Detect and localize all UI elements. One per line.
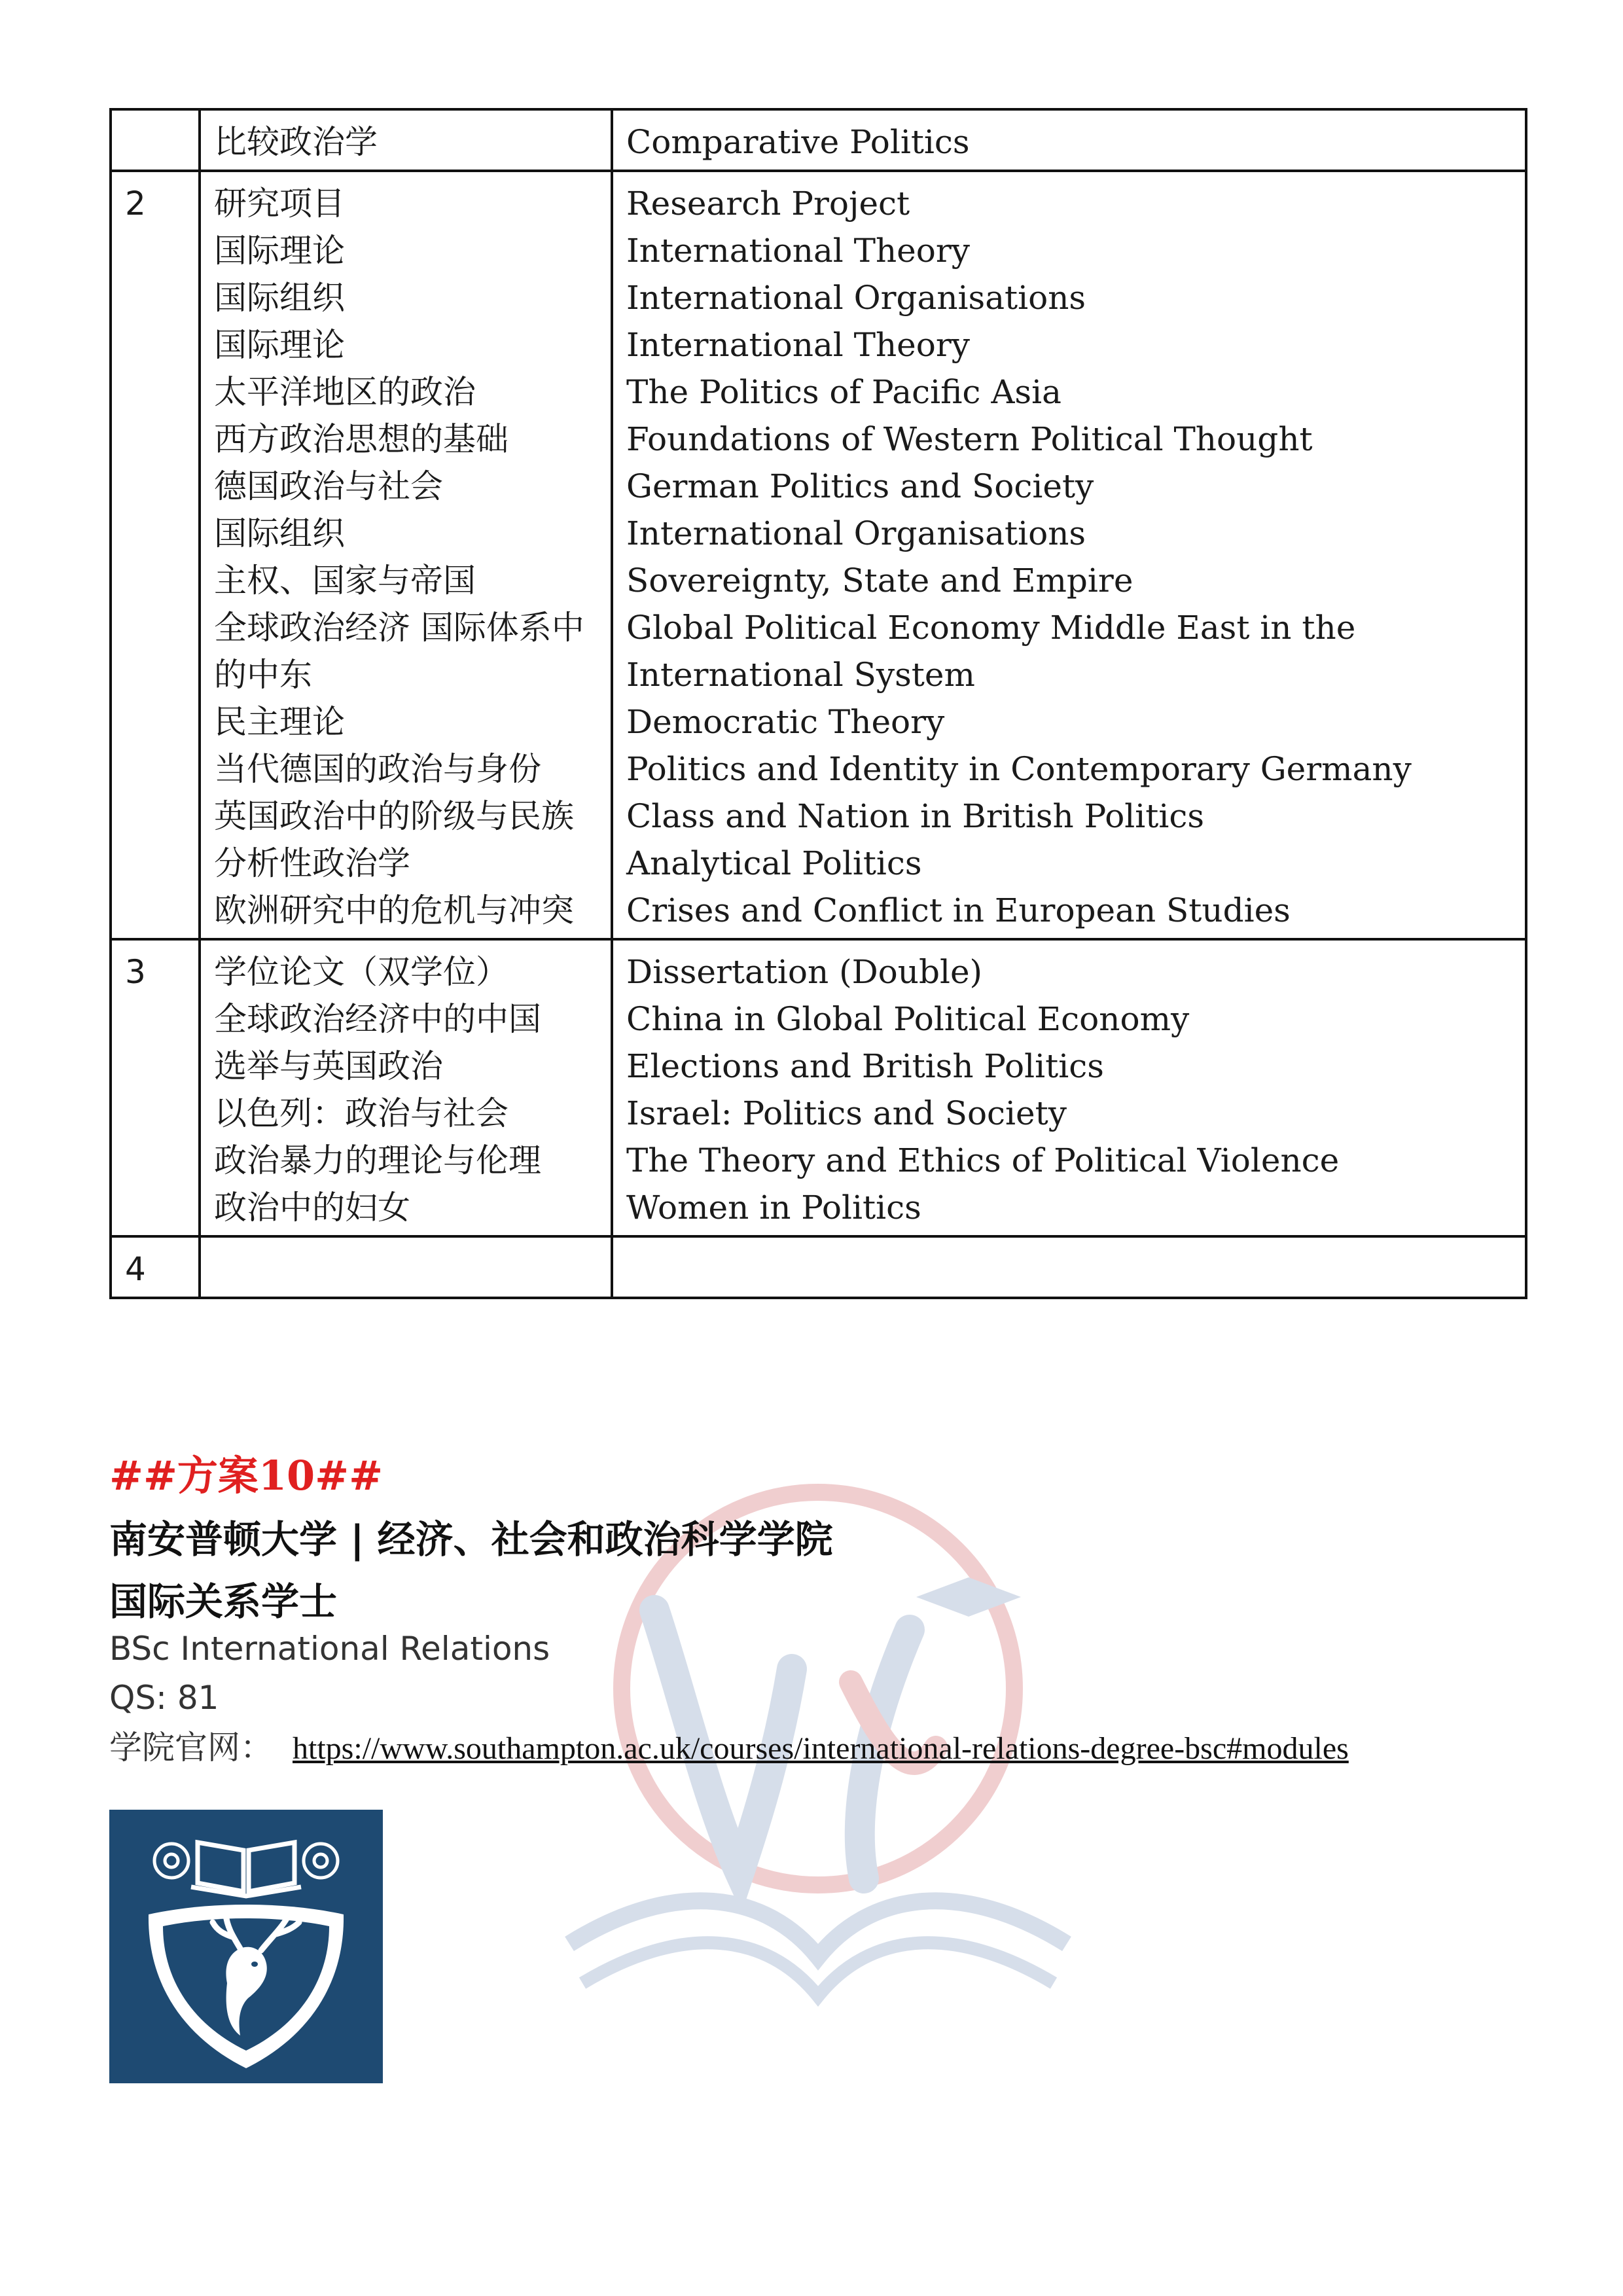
module-name-zh: 主权、国家与帝国 [214,562,476,600]
year-cell: 3 [111,939,200,1236]
module-zh-cell [200,171,612,939]
year-cell: 2 [111,171,200,939]
module-name-zh: 太平洋地区的政治 [214,373,476,411]
module-name-en: Politics and Identity in Contemporary Germany [626,750,1412,788]
module-name-zh: 研究项目 [214,185,345,223]
module-name-zh: 学位论文（双学位） [214,953,508,991]
table-row [111,939,1526,1236]
degree-title-en: BSc International Relations [109,1630,550,1668]
module-name-en: Democratic Theory [626,703,945,741]
university-title: 南安普顿大学 | 经济、社会和政治科学学院 [109,1517,833,1562]
module-en-cell [612,939,1526,1236]
module-name-zh: 的中东 [214,656,312,694]
module-name-en: Class and Nation in British Politics [626,797,1205,835]
module-name-en: Analytical Politics [626,844,922,882]
module-name-en: China in Global Political Economy [626,1000,1190,1038]
module-en-cell [612,109,1526,171]
module-name-en: Comparative Politics [626,123,970,161]
module-name-en: German Politics and Society [626,467,1094,505]
module-name-zh: 当代德国的政治与身份 [214,750,541,788]
module-name-en: Elections and British Politics [626,1047,1104,1085]
module-name-zh: 选举与英国政治 [214,1047,443,1085]
degree-title-zh: 国际关系学士 [109,1579,338,1624]
module-name-en: Crises and Conflict in European Studies [626,891,1291,929]
website-link[interactable]: https://www.southampton.ac.uk/courses/international-relations-degree-bsc#modules [293,1731,1349,1766]
module-name-zh: 全球政治经济中的中国 [214,1000,541,1038]
module-zh-cell [200,109,612,171]
module-name-en: Research Project [626,185,910,223]
module-name-en: Israel: Politics and Society [626,1094,1067,1132]
module-name-zh: 德国政治与社会 [214,467,443,505]
website-line [109,1721,1349,1768]
module-name-en: International System [626,656,975,694]
plan-label: ##方案10## [109,1452,383,1499]
year-cell: 4 [111,1236,200,1298]
table-row [111,109,1526,171]
qs-ranking: QS: 81 [109,1679,219,1717]
module-name-en: International Theory [626,232,971,270]
module-zh-cell [200,939,612,1236]
module-name-zh: 英国政治中的阶级与民族 [214,797,574,835]
module-zh-cell [200,1236,612,1298]
module-name-en: Women in Politics [626,1189,921,1227]
module-name-en: Foundations of Western Political Thought [626,420,1313,458]
module-name-zh: 分析性政治学 [214,844,410,882]
module-name-zh: 国际组织 [214,514,345,552]
module-name-zh: 国际理论 [214,232,345,270]
university-crest-icon [109,1810,383,2083]
table-row [111,171,1526,939]
module-name-zh: 政治中的妇女 [214,1189,410,1227]
module-name-en: The Theory and Ethics of Political Violence [626,1141,1340,1179]
module-name-en: Global Political Economy Middle East in the [626,609,1356,647]
module-name-en: International Organisations [626,279,1086,317]
module-name-zh: 国际理论 [214,326,345,364]
module-name-en: International Theory [626,326,971,364]
table-row [111,1236,1526,1298]
module-name-en: International Organisations [626,514,1086,552]
year-cell [111,109,200,171]
module-name-zh: 比较政治学 [214,123,378,161]
module-name-en: The Politics of Pacific Asia [626,373,1061,411]
website-label: 学院官网： [109,1729,273,1767]
module-name-zh: 全球政治经济 国际体系中 [214,609,584,647]
module-name-zh: 政治暴力的理论与伦理 [214,1141,541,1179]
module-name-zh: 欧洲研究中的危机与冲突 [214,891,574,929]
module-name-en: Dissertation (Double) [626,953,983,991]
module-name-en: Sovereignty, State and Empire [626,562,1133,600]
module-name-zh: 国际组织 [214,279,345,317]
module-en-cell [612,171,1526,939]
module-name-zh: 民主理论 [214,703,345,741]
module-name-zh: 以色列：政治与社会 [214,1094,508,1132]
module-name-zh: 西方政治思想的基础 [214,420,508,458]
module-en-cell [612,1236,1526,1298]
modules-table [109,108,1527,1299]
